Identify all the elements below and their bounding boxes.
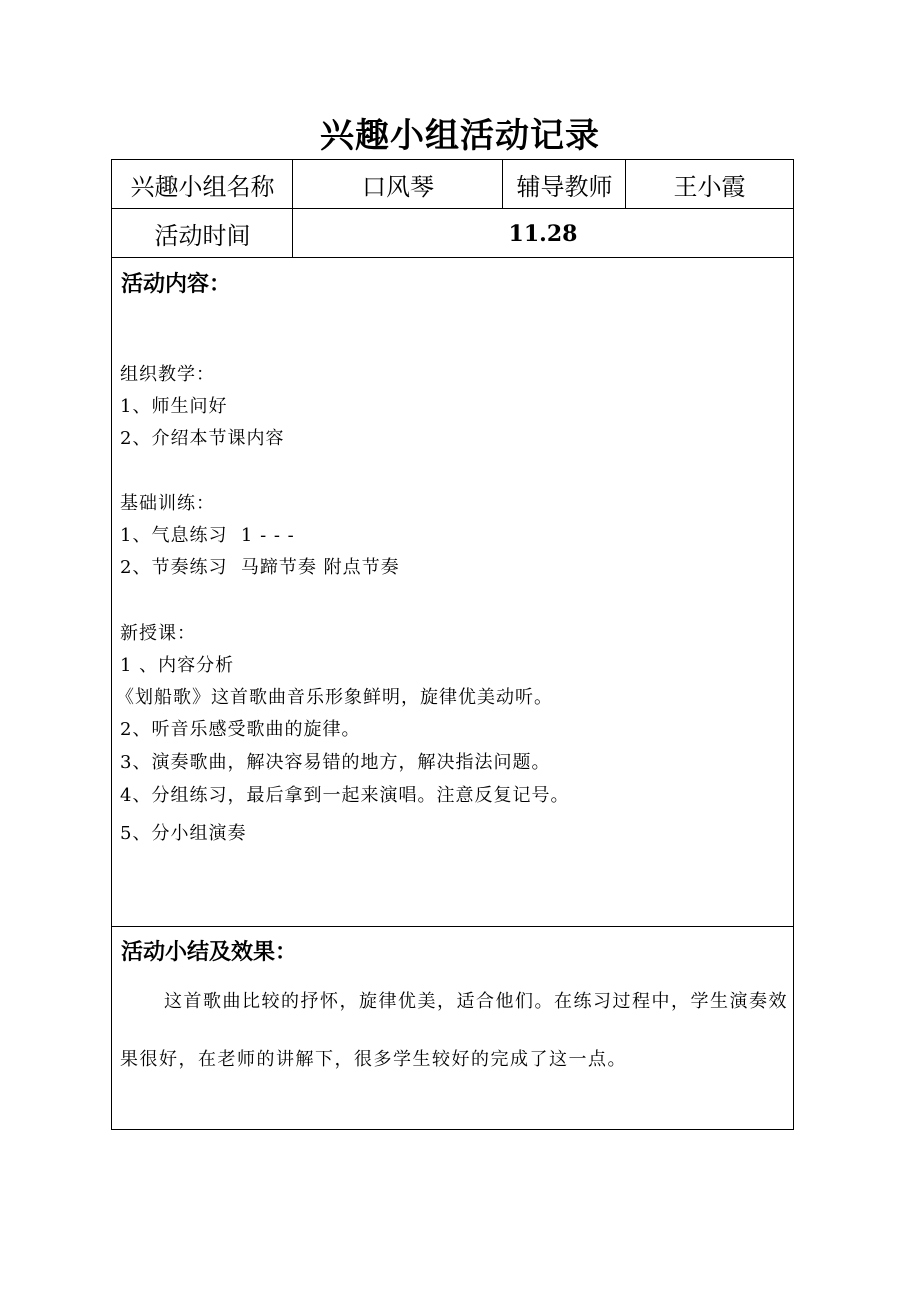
content-line: 2、听音乐感受歌曲的旋律。 [120,719,361,740]
content-line: 4、分组练习，最后拿到一起来演唱。注意反复记号。 [120,785,570,806]
row-divider [112,257,793,258]
teacher-label: 辅导教师 [516,173,613,201]
content-line: 2、节奏练习 马蹄节奏 附点节奏 [120,557,400,578]
activity-record-table [111,159,794,1130]
content-line: 组织教学： [120,364,215,385]
content-line: 1、气息练习 1 - - - [120,525,295,546]
group-name-label: 兴趣小组名称 [130,173,275,201]
content-line: 5、分小组演奏 [120,823,247,844]
content-line: 1 、内容分析 [120,655,235,676]
content-line: 3、演奏歌曲，解决容易错的地方，解决指法问题。 [120,752,551,773]
column-divider [292,160,293,258]
row-divider [112,208,793,209]
content-heading: 活动内容： [121,272,232,297]
content-line: 《划船歌》这首歌曲音乐形象鲜明，旋律优美动听。 [116,687,553,708]
teacher-value: 王小霞 [673,173,746,201]
row-divider [112,926,793,927]
summary-heading: 活动小结及效果： [121,940,298,965]
content-line: 新授课： [120,623,196,644]
time-label: 活动时间 [154,222,251,250]
summary-text: 这首歌曲比较的抒怀，旋律优美，适合他们。在练习过程中，学生演奏效果很好，在老师的讲解下，很多学生较好的完成了这一点。 [120,991,788,1070]
page-title: 兴趣小组活动记录 [320,116,600,156]
group-name-value: 口风琴 [362,173,434,201]
column-divider [625,160,626,209]
content-line: 1、师生问好 [120,396,228,417]
column-divider [502,160,503,209]
content-line: 2、介绍本节课内容 [120,428,285,449]
content-line: 基础训练： [120,493,215,514]
time-value: 11.28 [508,220,578,247]
